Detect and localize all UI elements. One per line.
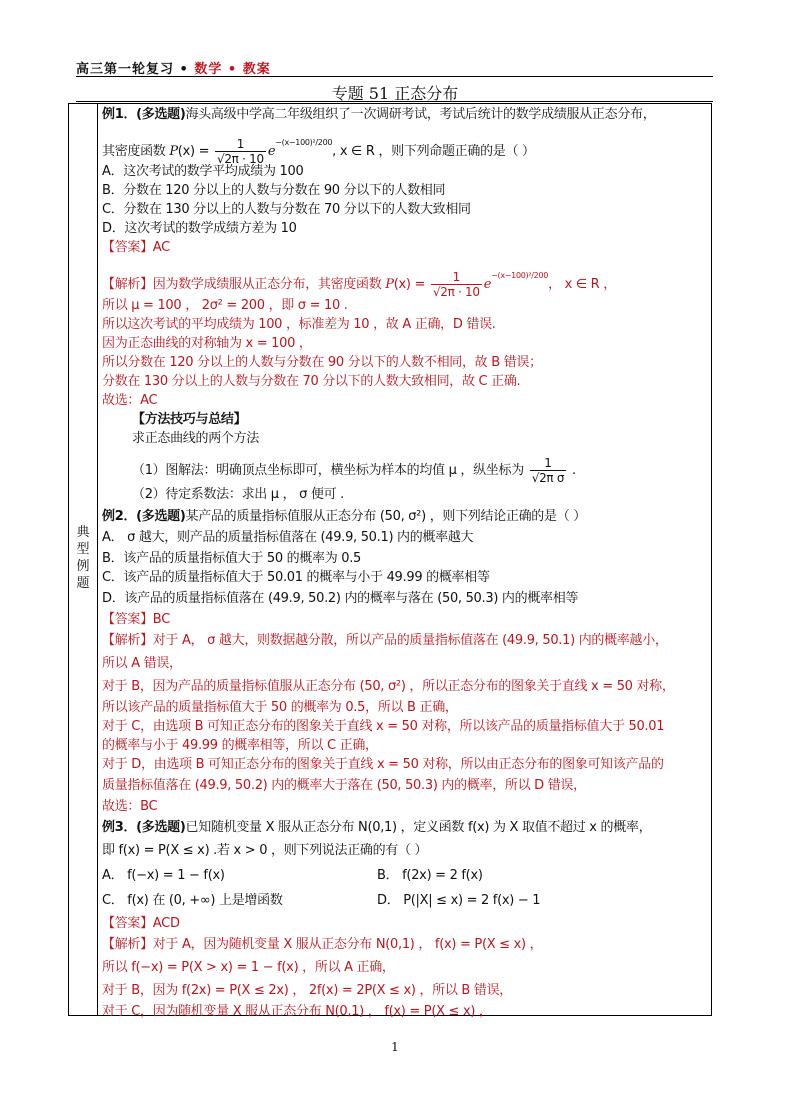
text-run: D．该产品的质量指标值落在 (49.9, 50.2) 内的概率与落在 (50, 50.3) 内的概率相等: [102, 591, 579, 606]
content-line: [102, 239, 170, 257]
text-run: C． f(x) 在 (0, +∞) 上是增函数: [102, 893, 283, 908]
fraction: [530, 456, 566, 485]
content-line: [102, 163, 303, 181]
content-line: [102, 655, 182, 673]
text-run: 故选：BC: [102, 799, 158, 814]
content-line: [102, 867, 225, 885]
fraction-denominator: √2π σ: [531, 471, 565, 485]
text-run: 所以 f(−x) = P(X > x) = 1 − f(x) ，所以 A 正确，: [102, 960, 395, 975]
content-line: [102, 915, 180, 933]
example-label: 例2．(多选题): [102, 509, 186, 524]
content-line: [102, 936, 542, 954]
content-line: [102, 529, 473, 547]
option-right: [377, 867, 483, 885]
text-run: 的概率与小于 49.99 的概率相等，所以 C 正确，: [102, 738, 378, 753]
text-run: 所以 μ = 100 ， 2σ² = 200 ，即 σ = 10 .: [102, 298, 348, 313]
content-line: [102, 718, 664, 736]
running-header: [76, 58, 271, 77]
content-line: [102, 1003, 492, 1021]
text-run: 【答案】BC: [102, 612, 170, 627]
side-column: [69, 104, 98, 1015]
text-run: (x) =: [393, 277, 429, 292]
fraction: [215, 137, 266, 166]
header-subject: 数学 • 教案: [194, 62, 271, 77]
text-run: 分数在 130 分以上的人数与分数在 70 分以下的人数大致相同，故 C 正确.: [102, 374, 521, 389]
example-label: 【方法技巧与总结】: [132, 412, 247, 427]
exponent: −(x−100)²/200: [275, 138, 333, 147]
content-line: [102, 134, 535, 166]
text-run: 【解析】因为数学成绩服从正态分布，其密度函数: [102, 277, 386, 292]
text-run: 某产品的质量指标值服从正态分布 (50, σ²) ，则下列结论正确的是（ ）: [185, 509, 586, 524]
text-run: 所以这次考试的平均成绩为 100 ，标准差为 10 ，故 A 正确，D 错误.: [102, 317, 496, 332]
content-line: [102, 569, 490, 587]
text-run: 因为正态曲线的对称轴为 x = 100 ，: [102, 336, 312, 351]
text-run: 对于 C，因为随机变量 X 服从正态分布 N(0,1) ， f(x) = P(X ≤ x) ，: [102, 1004, 492, 1019]
page-title: 专题 51 正态分布: [331, 84, 459, 103]
text-run: 【解析】对于 A， σ 越大，则数据越分散，所以产品的质量指标值落在 (49.9, 50.1) 内的概率越小，: [102, 633, 668, 648]
content-line: [102, 106, 655, 124]
example-label: 例3．(多选题): [102, 820, 186, 835]
content-line: [102, 373, 520, 391]
content-line: [102, 354, 542, 372]
title-rule: [76, 101, 713, 102]
text-run: 求正态曲线的两个方法: [132, 431, 260, 446]
content-line: [102, 982, 512, 1000]
text-run: 所以分数在 120 分以上的人数与分数在 90 分以下的人数不相同，故 B 错误；: [102, 355, 542, 370]
content-line: [102, 508, 586, 526]
header-rule: [76, 76, 713, 77]
text-run: , x ∈ R ，则下列命题正确的是（ ）: [332, 144, 535, 159]
text-run: C．该产品的质量指标值大于 50.01 的概率与小于 49.99 的概率相等: [102, 570, 490, 585]
text-run: 对于 D，由选项 B 可知正态分布的图象关于直线 x = 50 对称，所以由正态分布的图象可知该产品的: [102, 757, 664, 772]
text-run: D．这次考试的数学成绩方差为 10: [102, 221, 297, 236]
text-run: 所以 A 错误，: [102, 656, 182, 671]
text-run: (x) =: [177, 144, 213, 159]
text-run: 对于 B，因为 f(2x) = P(X ≤ 2x) ， 2f(x) = 2P(X ≤ x) ，所以 B 错误，: [102, 983, 512, 998]
text-run: e: [267, 144, 276, 159]
text-run: B． f(2x) = 2 f(x): [377, 868, 483, 883]
text-run: （2）待定系数法：求出 μ ， σ 便可 .: [132, 487, 344, 502]
content-line: [102, 267, 616, 299]
content-line: [102, 182, 445, 200]
content-line: [102, 756, 664, 774]
header-prefix: 高三第一轮复习 •: [76, 62, 195, 77]
text-run: 海头高级中学高二年级组织了一次调研考试，考试后统计的数学成绩服从正态分布，: [185, 107, 656, 122]
text-run: 已知随机变量 X 服从正态分布 N(0,1) ，定义函数 f(x) 为 X 取值不超过 x 的概率，: [185, 820, 652, 835]
content-line: [102, 737, 378, 755]
text-run: 即 f(x) = P(X ≤ x) .若 x > 0 ，则下列说法正确的有（ ）: [102, 843, 428, 858]
content-line: [102, 632, 668, 650]
text-run: B．分数在 120 分以上的人数与分数在 90 分以下的人数相同: [102, 183, 446, 198]
content-line: [102, 842, 427, 860]
content-line: [102, 777, 586, 795]
content-line: [102, 892, 283, 910]
content-line: [102, 798, 157, 816]
content-line: [102, 678, 675, 696]
fraction-denominator: √2π · 10: [217, 152, 264, 166]
text-run: P: [385, 277, 394, 292]
content-line: [102, 335, 312, 353]
content-line: [102, 297, 348, 315]
content-line: [132, 430, 259, 448]
text-run: P: [169, 144, 178, 159]
content-line: [102, 550, 361, 568]
fraction: [431, 270, 482, 299]
text-run: A．这次考试的数学平均成绩为 100: [102, 164, 304, 179]
side-label: 典 型 例 题: [76, 525, 90, 591]
content-line: [102, 959, 395, 977]
text-run: D． P(|X| ≤ x) = 2 f(x) − 1: [377, 893, 541, 908]
text-run: A． σ 越大，则产品的质量指标值落在 (49.9, 50.1) 内的概率越大: [102, 530, 474, 545]
content-line: [102, 220, 297, 238]
text-run: （1）图解法：明确顶点坐标即可，横坐标为样本的均值 μ ，纵坐标为: [132, 463, 528, 478]
text-run: C．分数在 130 分以上的人数与分数在 70 分以下的人数大致相同: [102, 202, 471, 217]
content-line: [132, 486, 344, 504]
text-run: 所以该产品的质量指标值大于 50 的概率为 0.5，所以 B 正确，: [102, 700, 458, 715]
fraction-denominator: √2π · 10: [432, 285, 480, 299]
text-run: B．该产品的质量指标值大于 50 的概率为 0.5: [102, 551, 362, 566]
content-line: [102, 201, 471, 219]
text-run: 故选：AC: [102, 393, 158, 408]
text-run: ， x ∈ R ，: [548, 277, 616, 292]
content-line: [132, 456, 576, 485]
example-label: 例1．(多选题): [102, 107, 186, 122]
fraction-numerator: 1: [530, 456, 566, 471]
content-line: [102, 611, 170, 629]
content-table: [68, 103, 712, 1019]
text-run: 其密度函数: [102, 144, 170, 159]
text-run: 【答案】AC: [102, 240, 170, 255]
option-right: [377, 892, 540, 910]
content-line: [132, 411, 246, 429]
content-line: [102, 699, 458, 717]
exponent: −(x−100)²/200: [491, 271, 549, 280]
content-line: [102, 316, 496, 334]
page-number: 1: [391, 1040, 399, 1054]
text-run: 质量指标值落在 (49.9, 50.2) 内的概率大于落在 (50, 50.3) 内的概率，所以 D 错误，: [102, 778, 586, 793]
text-run: 对于 C，由选项 B 可知正态分布的图象关于直线 x = 50 对称，所以该产品的质量指标值大于 50.01: [102, 719, 665, 734]
text-run: .: [568, 463, 576, 478]
text-run: e: [483, 277, 492, 292]
text-run: 【答案】ACD: [102, 916, 180, 931]
content-line: [102, 392, 157, 410]
fraction-numerator: 1: [215, 137, 266, 152]
content-line: [102, 819, 651, 837]
text-run: A． f(−x) = 1 − f(x): [102, 868, 225, 883]
text-run: 【解析】对于 A，因为随机变量 X 服从正态分布 N(0,1) ， f(x) = P(X ≤ x) ，: [102, 937, 543, 952]
text-run: 对于 B，因为产品的质量指标值服从正态分布 (50, σ²) ，所以正态分布的图象关于直线 x = 50 对称，: [102, 679, 675, 694]
fraction-numerator: 1: [431, 270, 482, 285]
content-line: [102, 590, 578, 608]
